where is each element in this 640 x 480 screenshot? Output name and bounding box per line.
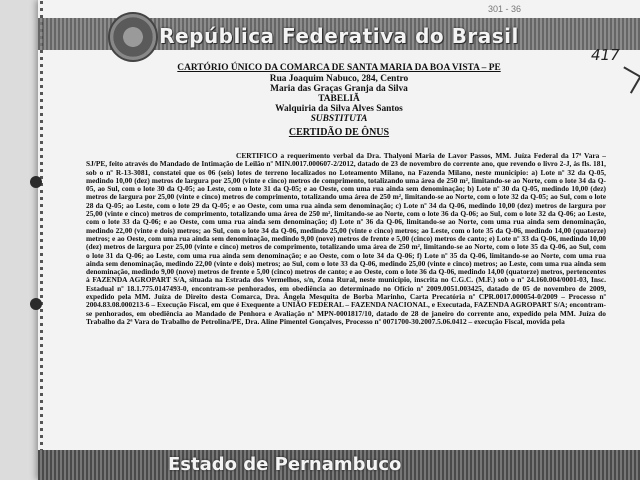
banner-title: República Federativa do Brasil xyxy=(159,24,519,48)
certificate-page xyxy=(38,0,640,480)
substitute-title: SUBSTITUTA xyxy=(310,114,368,124)
punch-hole xyxy=(30,298,42,310)
footer-title: Estado de Pernambuco xyxy=(168,454,402,475)
substitute-name: Walquiria da Silva Alves Santos xyxy=(275,104,403,114)
top-page-number: 301 - 36 xyxy=(488,4,522,14)
document-title: CERTIDÃO DE ÔNUS xyxy=(288,127,390,138)
office-name: CARTÓRIO ÚNICO DA COMARCA DE SANTA MARIA DA BOA VISTA – PE xyxy=(177,63,501,73)
punch-hole xyxy=(30,176,42,188)
handwritten-page-number: 417 xyxy=(591,46,620,64)
certificate-body xyxy=(86,152,606,326)
body-paragraph: CERTIFICO a requerimento verbal da Dra. Thalyoni Maria de Lavor Passos, MM. Juíza Federal da 17ª Vara – SJ/PE, feito através do Mandado de Intimação de Leilão nº MIN.0017.000607-2/2012, datado de 23 de novembro do corrente ano, que revendo o livro 2-J, às fls. 181, sob o nº R-13-3081, constatei que os 06 (seis) lotes de terreno localizados no Loteamento Milano, na Fazenda Milano, neste município: a) Lote nº 32 da Q-05, medindo 10,00 (dez) metros de largura por 25,00 (vinte e cinco) metros de comprimento, totalizando uma área de 250 m², limitando-se ao Norte, com o lote 34 da Q-05, ao Sul, com o lote 30 da Q-05; ao Leste, com o lote 31 da Q-05; e ao Oeste, com uma rua ainda sem denominação; b) Lote nº 30 da Q-05, medindo 10,00 (dez) metros de largura por 25,00 (vinte e cinco) metros de comprimento, totalizando uma área de 250 m², limitando-se ao Norte, com o lote 32 da Q-05; ao Sul, com o lote 28 da Q-05; ao Leste, com o lote 29 da Q-05; e ao Oeste, com uma rua ainda sem denominação; c) Lote nº 34 da Q-06, medindo 10,00 (dez) metros de largura por 25,00 (vinte e cinco) metros de comprimento, totalizando uma área de 250 m², limitando-se ao Norte, com o lote 36 da Q-06; ao Sul, com o lote 32 da Q-06; ao Leste, com o lote 33 da Q-06; e ao Oeste, com uma rua ainda sem denominação; d) Lote nº 36 da Q-06, limitando-se ao Norte, com uma rua ainda sem denominação, medindo 22,00 (vinte e dois) metros; ao Sul, com o lote 34 da Q-06, medindo 25,00 (vinte e cinco) metros; ao Leste, com o lote 35 da Q-06, medindo 14,00 (quatorze) metros; e ao Oeste, com uma rua ainda sem denominação, medindo 9,00 (nove) metros de frente e 5,00 (cinco) metros de canto; e) Lote nº 33 da Q-06, medindo 10,00 (dez) metros de largura por 25,00 (vinte e cinco) metros de comprimento, totalizando uma área de 250 m², limitando-se ao Norte, com o lote 35 da Q-06, ao Sul, com o lote 31 da Q-06; ao Leste, com uma rua ainda sem denominação; e ao Oeste, com o lote 34 da Q-06; f) Lote nº 35 da Q-06, limitando-se ao Norte, com uma rua ainda sem denominação, medindo 22,00 (vinte e dois) metros; ao Sul, com o lote 33 da Q-06, medindo 25,00 (vinte e cinco) metros; ao Leste, com uma rua ainda sem denominação, medindo 9,00 (nove) metros de frente e 5,00 (cinco) metros de canto; e ao Oeste, com o lote 36 da Q-06, medindo 14,00 (quatorze) metros, pertencentes à FAZENDA AGROPART S/A, situada na Estrada dos Vermelhos, s/n, Zona Rural, neste município, inscrita no C.G.C. (M.F.) sob o nº 24.160.004/0001-03, Insc. Estadual nº 18.1.775.0147493-0, encontram-se penhorados, em obediência ao determinado no Ofício nº 2009.0051.003425, datado de 05 de novembro de 2009, expedido pela MM. Juíza de Direito desta Comarca, Dra. Ângela Mesquita de Borba Marinho, Carta Precatória nº CPR.0017.000054-0/2009 – Processo nº 2004.83.08.000213-6 – Execução Fiscal, em que é Exequente a UNIÃO FEDERAL – FAZENDA NACIONAL, e Executada, FAZENDA AGROPART S/A; encontram-se penhorados, em obediência ao Mandado de Penhora e Avaliação nº MPN-0001817/10, datado de 28 de janeiro do corrente ano, expedido pela MM. Juíza do Trabalho da 2ª Vara do Trabalho de Petrolina/PE, Dra. Aline Pimentel Gonçalves, Processo nº 0071700-30.2007.5.06.0412 – execução Fiscal, movida pela xyxy=(86,151,606,326)
notary-title: TABELIÃ xyxy=(318,94,360,104)
office-address: Rua Joaquim Nabuco, 284, Centro xyxy=(269,74,409,84)
notary-name: Maria das Graças Granja da Silva xyxy=(270,84,408,94)
